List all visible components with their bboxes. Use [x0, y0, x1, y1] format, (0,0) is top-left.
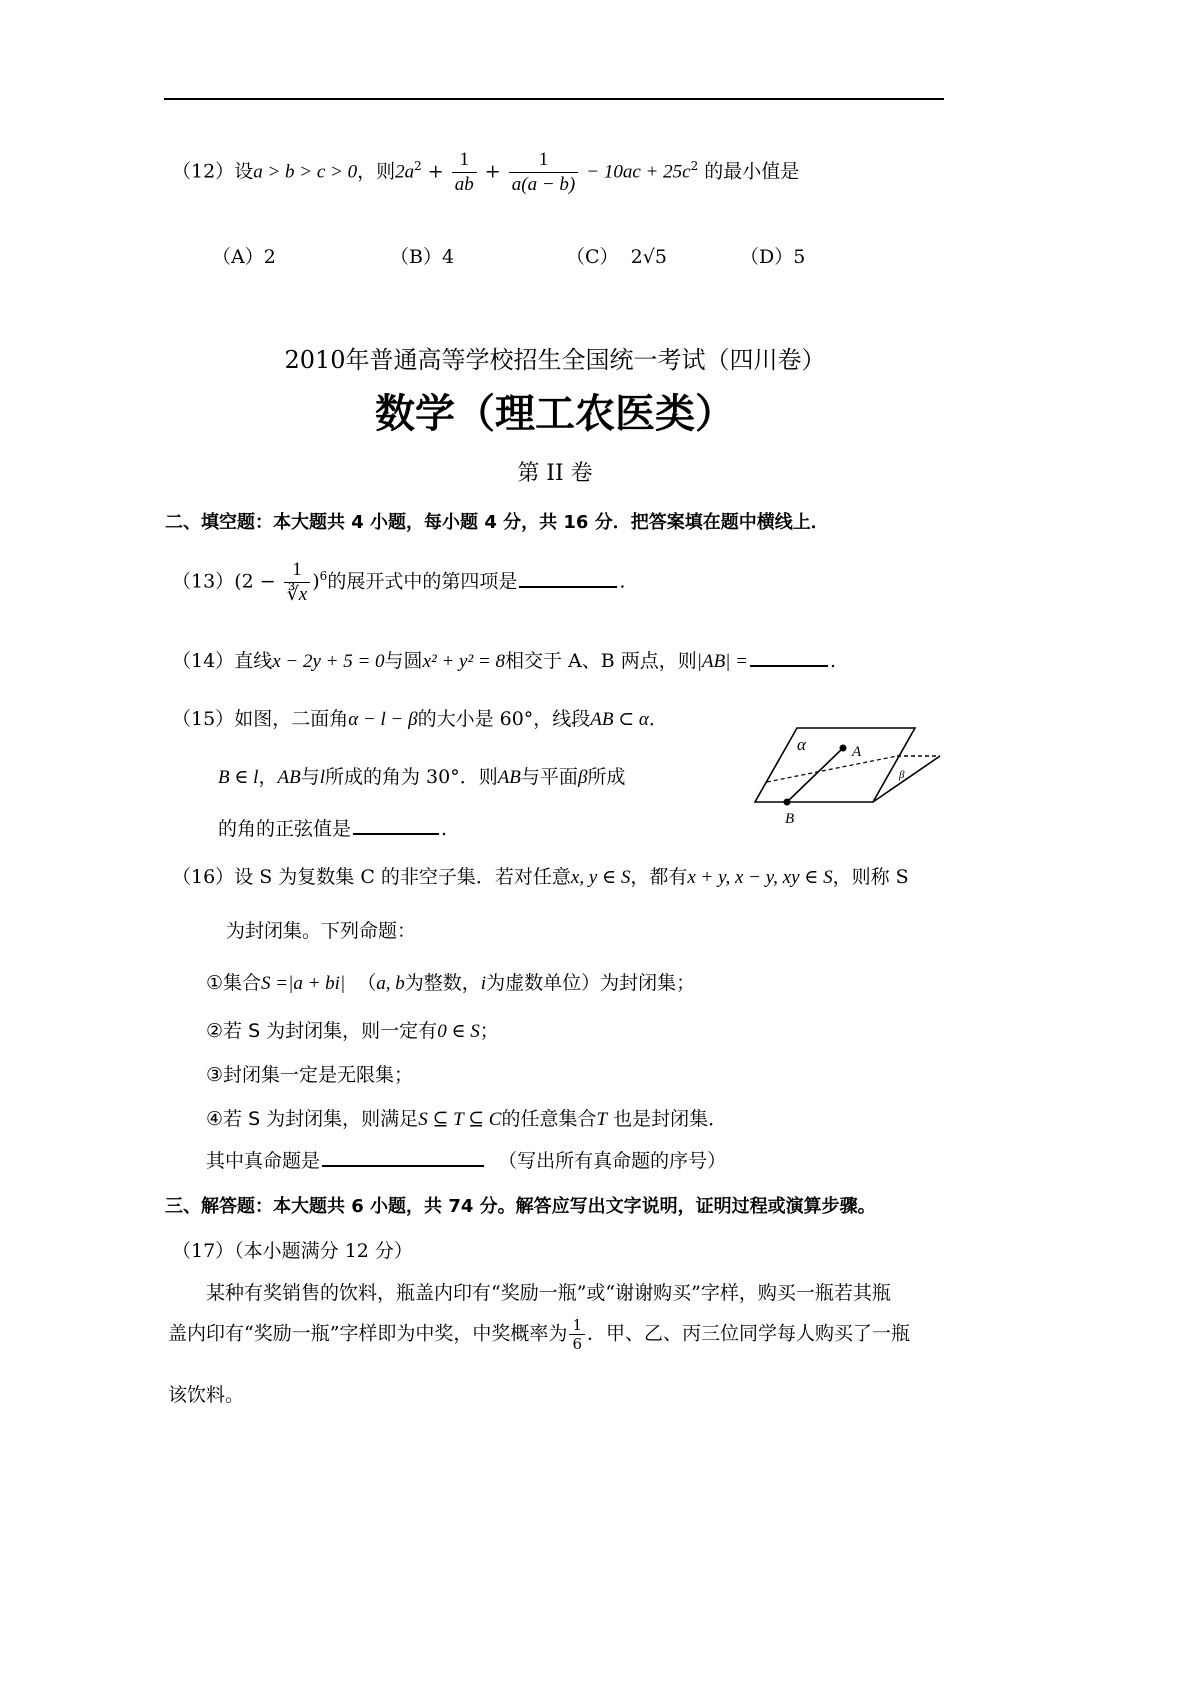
label-a: A — [852, 744, 862, 760]
q12-condition: a > b > c > 0 — [253, 161, 358, 183]
q12-option-b: （B）4 — [390, 246, 455, 268]
question-14: （14）直线x − 2y + 5 = 0与圆x² + y² = 8相交于 A、B 两点，则|AB| = . — [172, 650, 837, 672]
label-alpha: α — [797, 735, 806, 754]
q15-answer-blank[interactable] — [353, 831, 439, 835]
q16-item-1: ①集合S =|a + bi| （a, b为整数，i为虚数单位）为封闭集； — [206, 972, 696, 994]
q16-item-3: ③封闭集一定是无限集； — [206, 1064, 414, 1086]
question-13: （13）(2 − $\frac{1}{∛x}$ )$^6$的展开式中的第四项是 . — [172, 559, 626, 605]
q12-prefix: 设 — [234, 160, 254, 183]
q17-paragraph-1: 某种有奖销售的饮料，瓶盖内印有“奖励一瓶”或“谢谢购买”字样，购买一瓶若其瓶 — [206, 1282, 891, 1304]
subject-title: 数学（理工农医类） — [375, 391, 735, 437]
question-15-line2: B ∈ l，AB与l所成的角为 30°．则AB与平面β所成 — [218, 766, 626, 788]
q12-fraction-2: $\frac{1}{a(a - b)}$ — [509, 148, 578, 197]
question-15-line1: （15）如图，二面角α − l − β的大小是 60°，线段AB ⊂ α． — [172, 708, 668, 730]
label-b: B — [785, 811, 795, 827]
plane-alpha — [755, 728, 915, 802]
q13-fraction: $\frac{1}{∛x}$ — [284, 558, 311, 607]
q13-open: (2 − — [234, 570, 276, 593]
q13-text: 的展开式中的第四项是 — [327, 570, 518, 593]
q12-expr-tail: − 10ac + 25c — [586, 161, 691, 183]
question-12: （12）设a > b > c > 0，则$2a^2$ + $\frac{1}{ab}$ + $\frac{1}{a(a - b)}$ − $10ac + 25c^2$ 的最小值是 — [172, 149, 800, 195]
q13-number: （13） — [172, 570, 235, 593]
exam-title: 2010年普通高等学校招生全国统一考试（四川卷） — [284, 346, 826, 374]
dihedral-angle-figure — [745, 720, 945, 830]
header-rule — [164, 98, 944, 100]
q12-option-a: （A）2 — [212, 246, 276, 268]
q16-answer-blank[interactable] — [322, 1163, 484, 1167]
segment-ab — [787, 748, 843, 802]
q16-answer: 其中真命题是 （写出所有真命题的序号） — [206, 1150, 727, 1172]
q14-answer-blank[interactable] — [750, 663, 828, 667]
q12-suffix: 的最小值是 — [704, 160, 800, 183]
q12-fraction-1: $\frac{1}{ab}$ — [452, 148, 477, 197]
q12-then: ，则 — [357, 160, 396, 183]
section-2-heading: 二、填空题：本大题共 4 小题，每小题 4 分，共 16 分．把答案填在题中横线上． — [165, 512, 829, 533]
question-16-line2: 为封闭集。下列命题： — [226, 920, 417, 942]
question-16-line1: （16）设 S 为复数集 C 的非空子集．若对任意x, y ∈ S，都有x + y, x − y, xy ∈ S，则称 S — [172, 866, 909, 888]
q12-number: （12） — [172, 160, 235, 183]
q12-option-d: （D）5 — [740, 246, 806, 268]
q12-option-c: （C） 2√5 — [566, 246, 667, 268]
plane-beta-right — [873, 756, 940, 802]
point-a — [840, 745, 847, 752]
q17-paragraph-3: 该饮料。 — [168, 1384, 245, 1406]
q16-item-4: ④若 S 为封闭集，则满足S ⊆ T ⊆ C的任意集合T 也是封闭集． — [206, 1108, 728, 1130]
q17-probability: $\frac{1}{6}$ — [569, 1316, 585, 1353]
question-17-number: （17）（本小题满分 12 分） — [172, 1240, 413, 1262]
q17-paragraph-2: 盖内印有“奖励一瓶”字样即为中奖，中奖概率为 $\frac{1}{6}$ ．甲、乙、丙三位同学每人购买了一瓶 — [168, 1316, 910, 1353]
q14-line-equation: x − 2y + 5 = 0 — [272, 651, 385, 672]
q14-circle-equation: x² + y² = 8 — [422, 651, 505, 672]
plane-beta-edge — [767, 756, 897, 782]
q16-item-2: ②若 S 为封闭集，则一定有0 ∈ S； — [206, 1020, 499, 1042]
label-beta: β — [899, 769, 905, 781]
q13-answer-blank[interactable] — [519, 584, 617, 588]
volume-title: 第 II 卷 — [517, 461, 593, 486]
question-15-line3: 的角的正弦值是 . — [218, 818, 448, 840]
q12-expr-a: 2a — [395, 161, 415, 183]
section-3-heading: 三、解答题：本大题共 6 小题，共 74 分。解答应写出文字说明，证明过程或演算步骤。 — [165, 1196, 876, 1217]
point-b — [784, 799, 791, 806]
